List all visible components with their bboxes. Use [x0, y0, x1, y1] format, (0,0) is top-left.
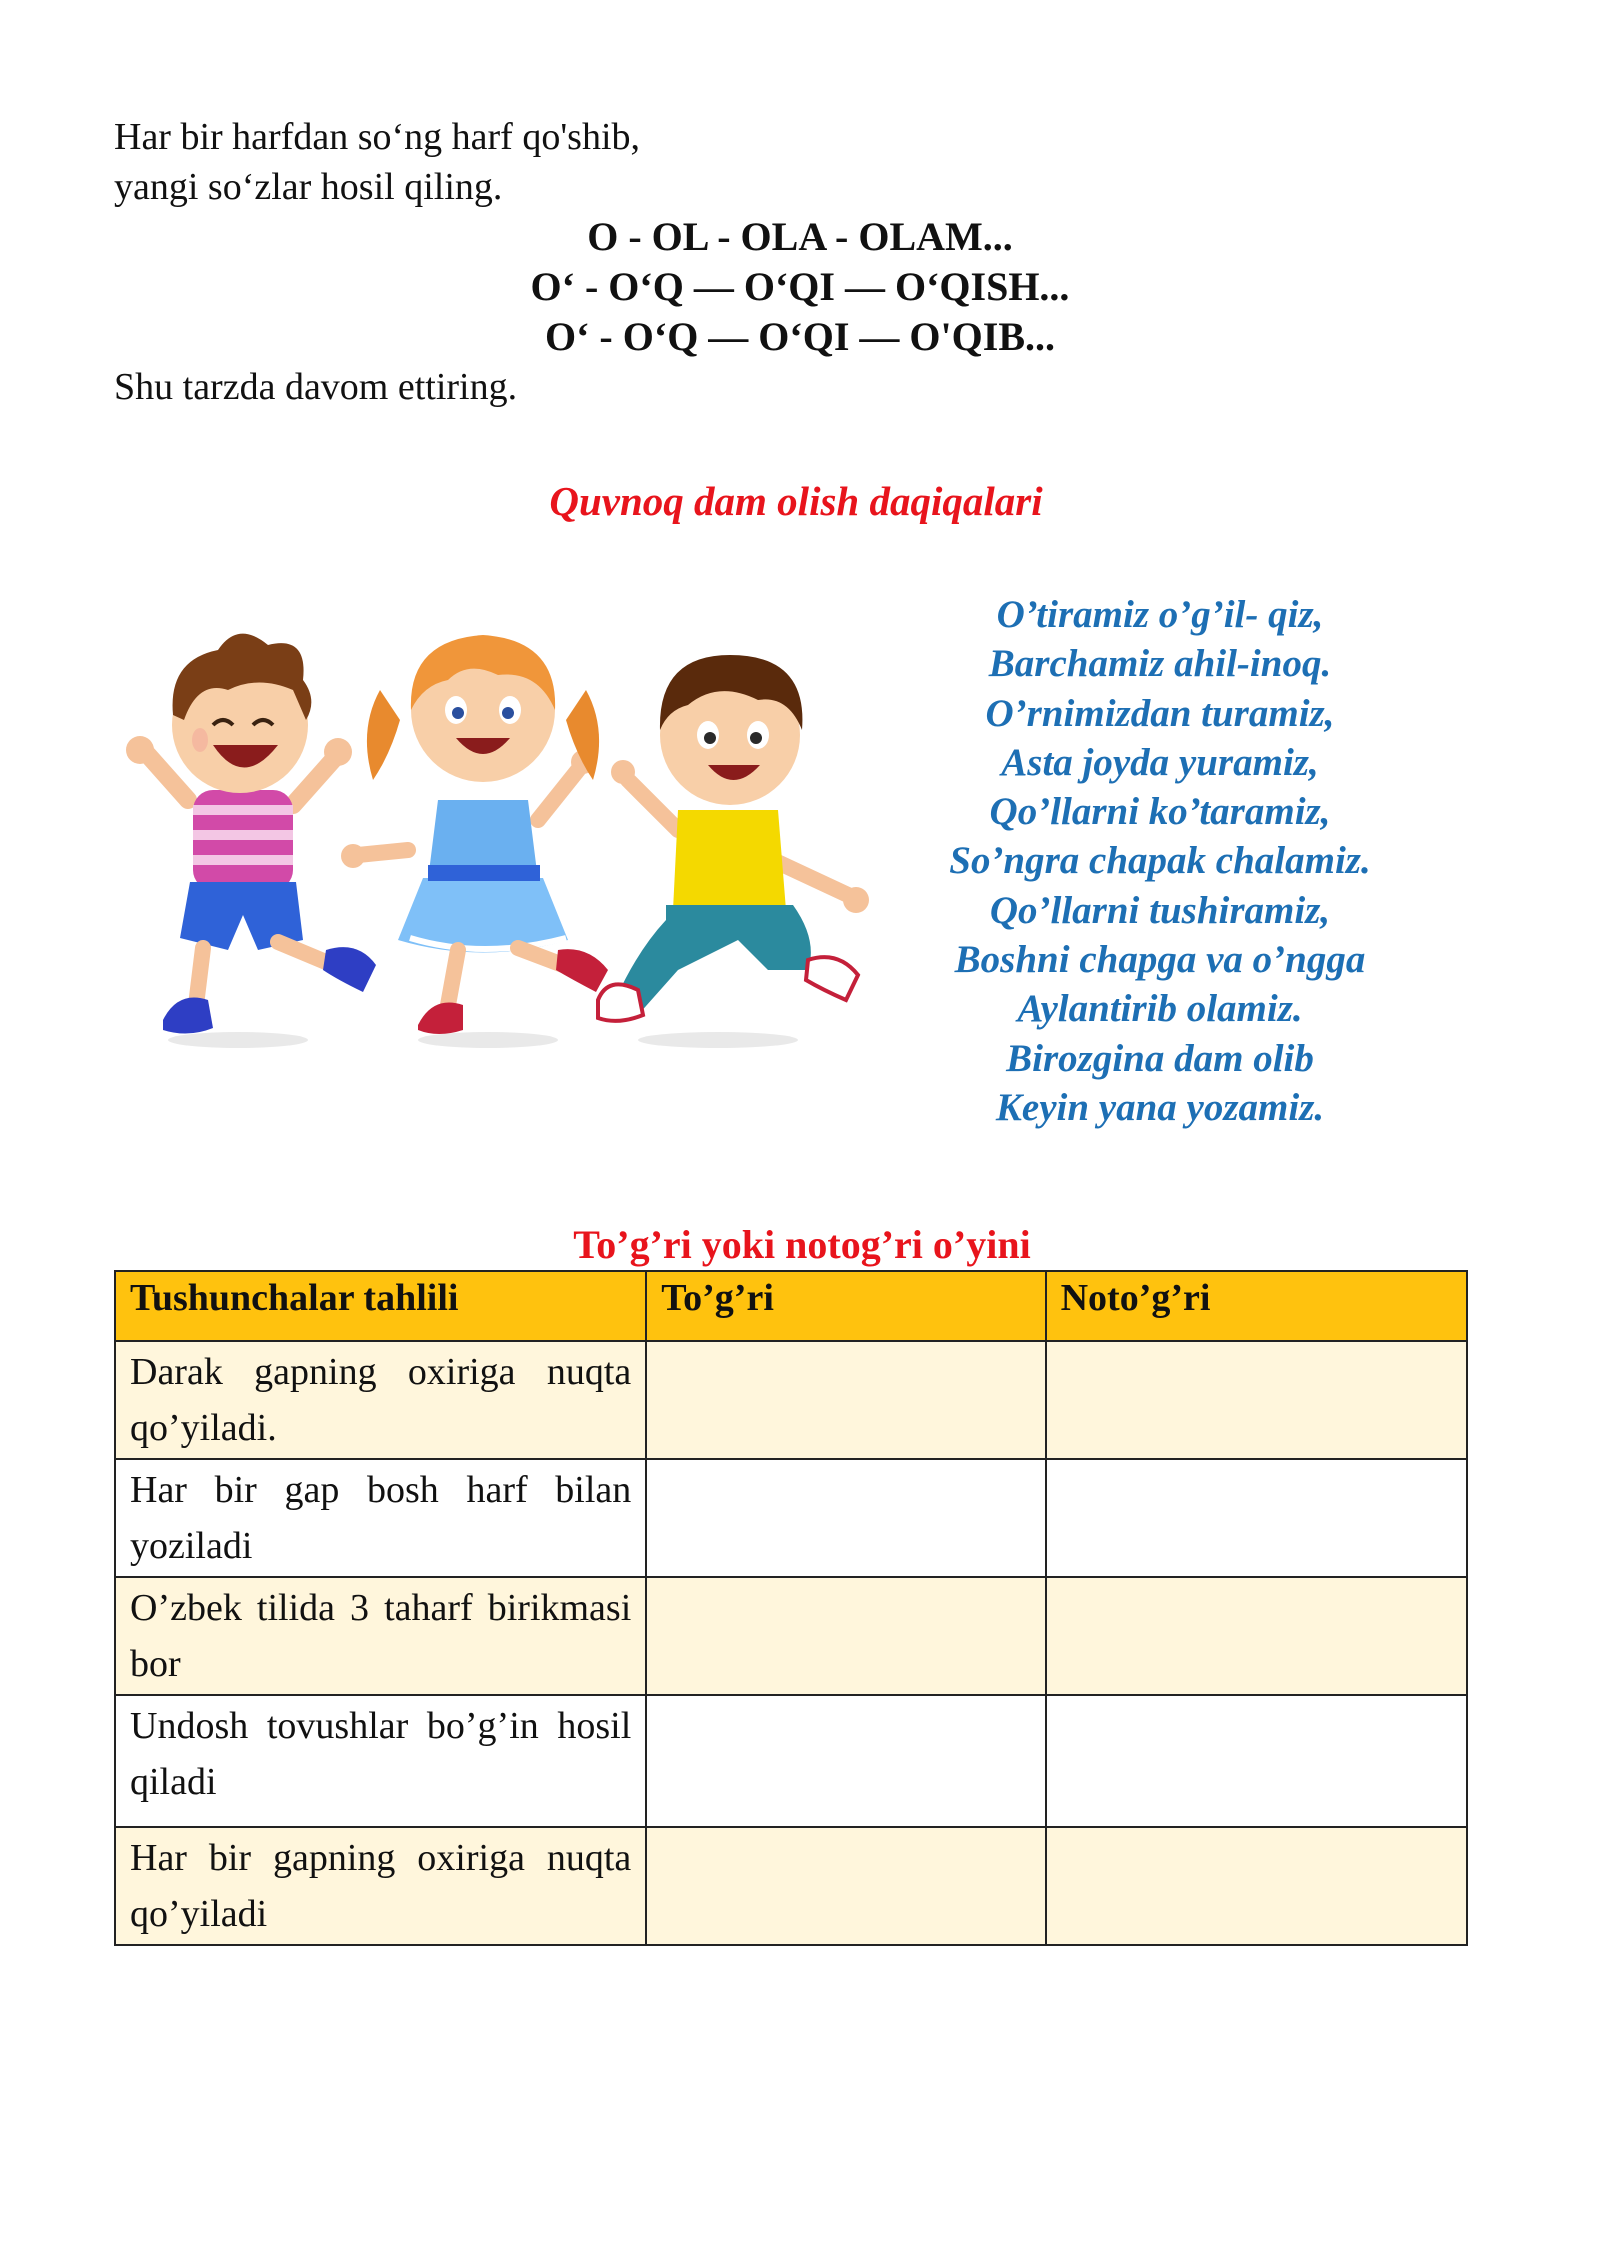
statement-cell: Har bir gapning oxiriga nuqta qo’yiladi [115, 1827, 646, 1945]
game-title: To’g’ri yoki notog’ri o’yini [573, 1222, 1031, 1267]
false-answer-cell[interactable] [1046, 1695, 1467, 1827]
table-row [115, 1577, 1467, 1695]
header-false: Noto’g’ri [1046, 1271, 1467, 1341]
true-answer-cell[interactable] [646, 1577, 1045, 1695]
poem-line: Keyin yana yozamiz. [995, 1085, 1325, 1129]
statement-cell: Darak gapning oxiriga nuqta qo’yiladi. [115, 1341, 646, 1459]
true-answer-cell[interactable] [646, 1695, 1045, 1827]
header-true: To’g’ri [646, 1271, 1045, 1341]
false-answer-cell[interactable] [1046, 1827, 1467, 1945]
word-chain-1: O - OL - OLA - OLAM... [587, 214, 1013, 259]
intro-text [114, 112, 640, 212]
table-header-row [115, 1271, 1467, 1341]
true-false-table [114, 1270, 1468, 1946]
boy-striped-shirt [126, 634, 376, 1048]
poem-line: Qo’llarni ko’taramiz, [989, 790, 1331, 834]
header-concept-analysis: Tushunchalar tahlili [115, 1271, 646, 1341]
word-chain-2: O‘ - O‘Q — O‘QI — O‘QISH... [530, 264, 1070, 309]
false-answer-cell[interactable] [1046, 1341, 1467, 1459]
girl-blue-dress [341, 635, 608, 1048]
poem-line: O’rnimizdan turamiz, [985, 691, 1335, 735]
true-answer-cell[interactable] [646, 1827, 1045, 1945]
word-chain-3: O‘ - O‘Q — O‘QI — O'QIB... [545, 314, 1055, 359]
poem-line: O’tiramiz o’g’il- qiz, [996, 593, 1324, 636]
false-answer-cell[interactable] [1046, 1459, 1467, 1577]
table-row [115, 1695, 1467, 1827]
poem-line: Qo’llarni tushiramiz, [989, 888, 1331, 932]
statement-cell: O’zbek tilida 3 taharf birikmasi bor [115, 1577, 646, 1695]
poem-line: Aylantirib olamiz. [1017, 987, 1303, 1031]
false-answer-cell[interactable] [1046, 1577, 1467, 1695]
poem-line: Birozgina dam olib [1006, 1036, 1314, 1080]
table-row [115, 1459, 1467, 1577]
poem-line: Boshni chapga va o’ngga [954, 938, 1366, 982]
poem-line: So’ngra chapak chalamiz. [949, 839, 1371, 883]
intro-line-2: yangi so‘zlar hosil qiling. [114, 166, 503, 208]
statement-cell: Undosh tovushlar bo’g’in hosil qiladi [115, 1695, 646, 1827]
rest-section-title: Quvnoq dam olish daqiqalari [549, 478, 1043, 524]
boy-yellow-shirt [598, 655, 869, 1048]
poem-line: Barchamiz ahil-inoq. [988, 642, 1332, 686]
poem [900, 590, 1420, 1132]
poem-line: Asta joyda yuramiz, [1001, 740, 1319, 784]
continue-instruction: Shu tarzda davom ettiring. [114, 366, 518, 408]
statement-cell: Har bir gap bosh harf bilan yoziladi [115, 1459, 646, 1577]
true-answer-cell[interactable] [646, 1459, 1045, 1577]
table-row [115, 1341, 1467, 1459]
running-kids-illustration [118, 620, 888, 1070]
table-row [115, 1827, 1467, 1945]
intro-line-1: Har bir harfdan so‘ng harf qo'shib, [114, 116, 641, 158]
true-answer-cell[interactable] [646, 1341, 1045, 1459]
